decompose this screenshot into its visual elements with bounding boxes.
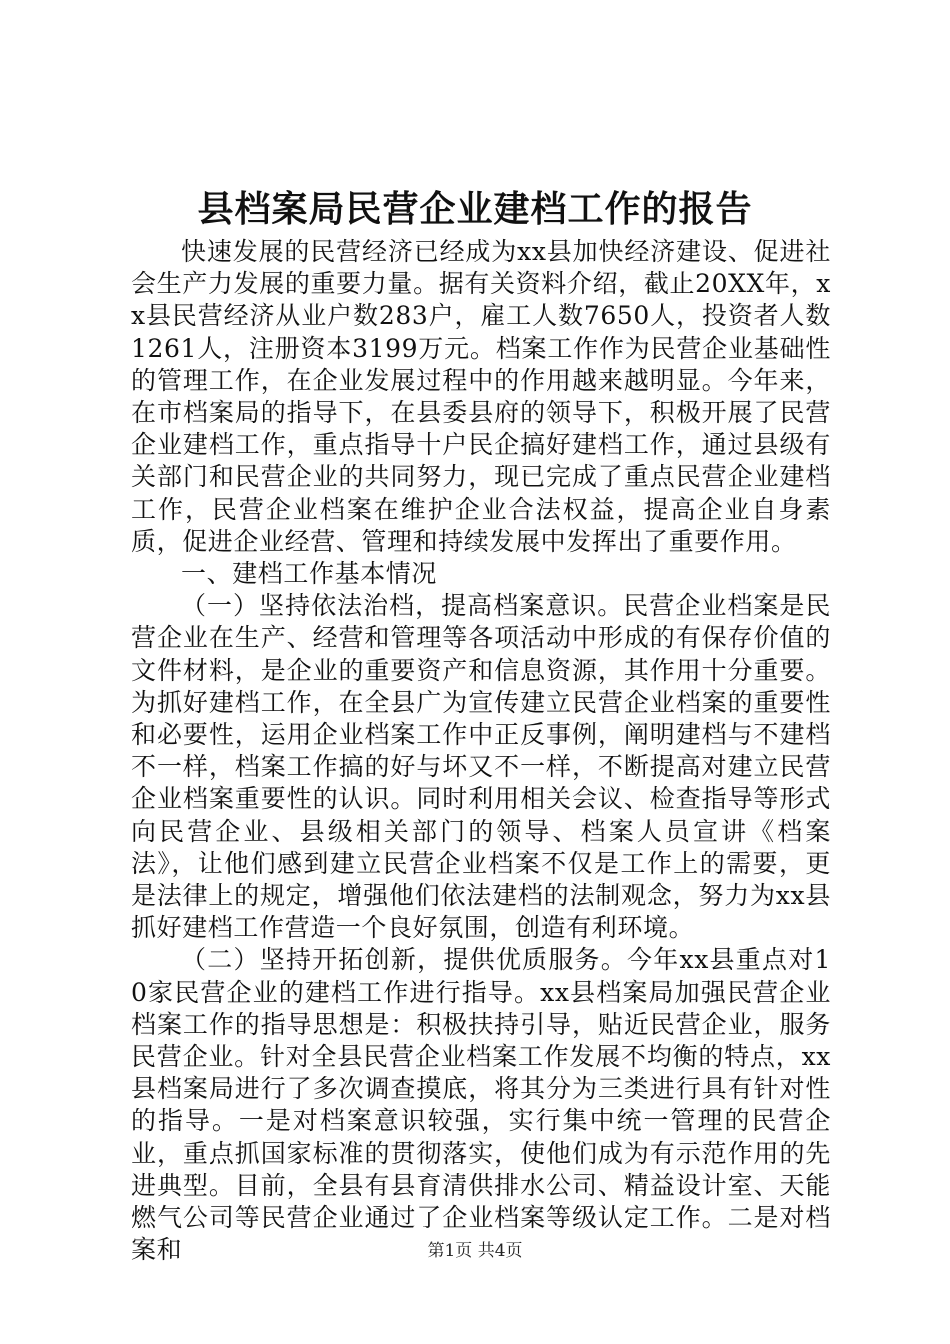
document-title: 县档案局民营企业建档工作的报告 xyxy=(197,188,753,230)
intro-paragraph: 快速发展的民营经济已经成为xx县加快经济建设、促进社会生产力发展的重要力量。据有关资料介绍，截止20XX年，xx县民营经济从业户数283户，雇工人数7650人，投资者人数1261人，注册资本3199万元。档案工作作为民营企业基础性的管理工作，在企业发展过程中的作用越来越明显。今年来，在市档案局的指导下，在县委县府的领导下，积极开展了民营企业建档工作，重点指导十户民企搞好建档工作，通过县级有关部门和民营企业的共同努力，现已完成了重点民营企业建档工作，民营企业档案在维护企业合法权益，提高企业自身素质，促进企业经营、管理和持续发展中发挥出了重要作用。 xyxy=(131,237,831,556)
subsection-paragraph-1: （一）坚持依法治档，提高档案意识。民营企业档案是民营企业在生产、经营和管理等各项活动中形成的有保存价值的文件材料，是企业的重要资产和信息资源，其作用十分重要。为抓好建档工作，在全县广为宣传建立民营企业档案的重要性和必要性，运用企业档案工作中正反事例，阐明建档与不建档不一样，档案工作搞的好与坏又不一样，不断提高对建立民营企业档案重要性的认识。同时利用相关会议、检查指导等形式向民营企业、县级相关部门的领导、档案人员宣讲《档案法》，让他们感到建立民营企业档案不仅是工作上的需要，更是法律上的规定，增强他们依法建档的法制观念，努力为xx县抓好建档工作营造一个良好氛围，创造有利环境。 xyxy=(131,591,831,943)
document-body xyxy=(131,236,831,1267)
page-footer: 第1页 共4页 xyxy=(427,1241,523,1261)
subsection-paragraph-2: （二）坚持开拓创新，提供优质服务。今年xx县重点对10家民营企业的建档工作进行指导。xx县档案局加强民营企业档案工作的指导思想是：积极扶持引导，贴近民营企业，服务民营企业。针对全县民营企业档案工作发展不均衡的特点，xx县档案局进行了多次调查摸底，将其分为三类进行具有针对性的指导。一是对档案意识较强，实行集中统一管理的民营企业，重点抓国家标准的贯彻落实，使他们成为有示范作用的先进典型。目前，全县有县育清供排水公司、精益设计室、天能燃气公司等民营企业通过了企业档案等级认定工作。二是对档案和 xyxy=(131,945,831,1265)
section-heading: 一、建档工作基本情况 xyxy=(181,559,438,589)
